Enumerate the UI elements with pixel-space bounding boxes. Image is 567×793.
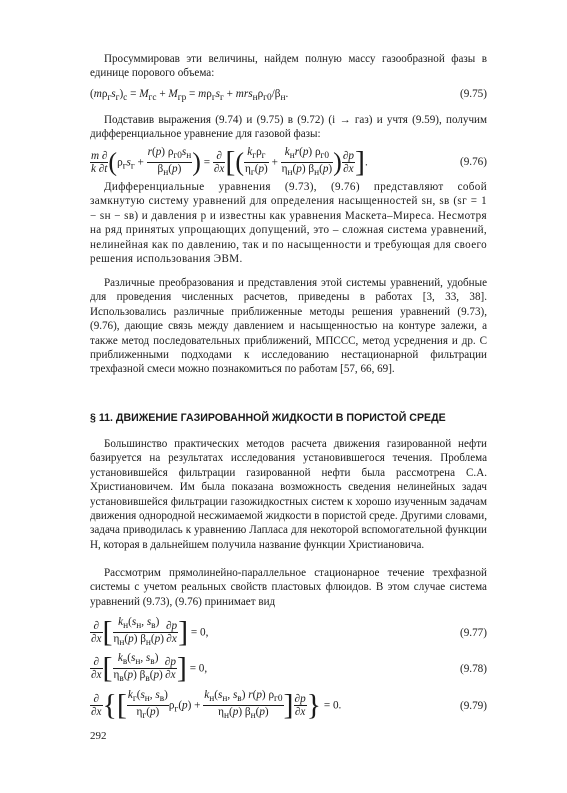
- equation-number: (9.79): [459, 700, 487, 712]
- equation-number: (9.76): [459, 156, 487, 168]
- equation-9-75-body: $(m\rho_гs_г)_с = M_{гс} + M_{гр} = m\rho_гs_г + mrs_н\rho_{г0}/\beta_н$.: [90, 88, 289, 104]
- paragraph-2: Подставив выражения (9.74) и (9.75) в (9.72) (i → газ) и учтя (9.59), получим дифференциальное уравнение для газовой фазы:: [90, 114, 487, 141]
- equation-9-79: [90, 689, 487, 722]
- paragraph-3: Дифференциальные уравнения (9.73), (9.76) представляют собой замкнутую систему уравнений для определения насыщенностей sн, sв (sг = 1 − sн − sв) и давления p и известны как уравнения Маскета–Миреса. Несмотря на ряд принятых упрощающих допущений, это – сложная система уравнений, нелинейная как по давлению, так и по насыщенности и требующая для своего решения использования ЭВМ.: [90, 181, 487, 266]
- section-heading: § 11. ДВИЖЕНИЕ ГАЗИРОВАННОЙ ЖИДКОСТИ В ПОРИСТОЙ СРЕДЕ: [90, 412, 446, 424]
- paragraph-4: Различные преобразования и представления этой системы уравнений, удобные для проведения численных расчетов, приведены в работах [3, 33, 38]. Использовались различные приближенные методы решения уравнений (9.73), (9.76), дающие связь между давлением и насыщенностью на контуре залежи, а также метод последовательных приближений, МПССС, метод усреднения и др. С приближенными подходами к исследованию нестационарной фильтрации трехфазной смеси можно познакомиться по работам [57, 66, 69].: [90, 277, 487, 376]
- equation-9-75: [90, 88, 487, 103]
- equation-9-76-body: $\frac{m \partial}{k \partial t}$ ($\rho_гs_г$ + $\frac{r(p) \rho_{г0}s_н}{\beta_н(p)}$ ) = $\frac{\partial}{\partial x}$ [( $\frac{k_г\rho_г}{\eta_г(p)}$ + $\frac{k_нr(p) \rho_{г0}}{\eta_н(p) \beta_н(p)}$ ) $\frac{\partial p}{\partial x}$ ].: [91, 145, 368, 179]
- page-number: 292: [90, 730, 107, 742]
- equation-9-78: [90, 652, 487, 685]
- equation-9-77: [90, 616, 487, 649]
- equation-9-78-body: $\frac{\partial}{\partial x}$ [ $\frac{k_в(s_н, s_в)}{\eta_в(p) \beta_в(p)}$ $\frac{\partial p}{\partial x}$ ] = 0,: [91, 651, 208, 685]
- equation-number: (9.77): [459, 627, 487, 639]
- equation-9-76: [90, 146, 487, 179]
- paragraph-6: Рассмотрим прямолинейно-параллельное стационарное течение трехфазной системы с учетом реальных свойств пластовых флюидов. В этом случае система уравнений (9.73), (9.76) принимает вид: [90, 567, 487, 608]
- equation-number: (9.78): [459, 663, 487, 675]
- equation-9-77-body: $\frac{\partial}{\partial x}$ [ $\frac{k_н(s_н, s_в)}{\eta_н(p) \beta_н(p)}$ $\frac{\partial p}{\partial x}$ ] = 0,: [91, 615, 209, 649]
- paragraph-5: Большинство практических методов расчета движения газированной нефти базируется на результатах исследования установившегося течения. Проблема установившейся фильтрации газированной нефти была рассмотрена С.А. Христиановичем. Им была показана возможность сведения нелинейных задач установившейся фильтрации газожидкостных систем к хорошо изученным задачам движения однородной несжимаемой жидкости в пористой среде. Другими словами, задача приводилась к уравнению Лапласа для некоторой вспомогательной функции H, которая в дальнейшем получила название функции Христиановича.: [90, 438, 487, 551]
- equation-number: (9.75): [459, 88, 487, 100]
- equation-9-79-body: $\frac{\partial}{\partial x}$ {[ $\frac{k_г(s_н, s_в)}{\eta_г(p)}$ $\rho_г(p)$ + $\frac{k_н(s_н, s_в) r(p) \rho_{г0}}{\eta_н(p) \beta_н(p)}$ ] $\frac{\partial p}{\partial x}$ } = 0.: [91, 688, 342, 722]
- paragraph-1: Просуммировав эти величины, найдем полную массу газообразной фазы в единице порового объема:: [90, 53, 487, 80]
